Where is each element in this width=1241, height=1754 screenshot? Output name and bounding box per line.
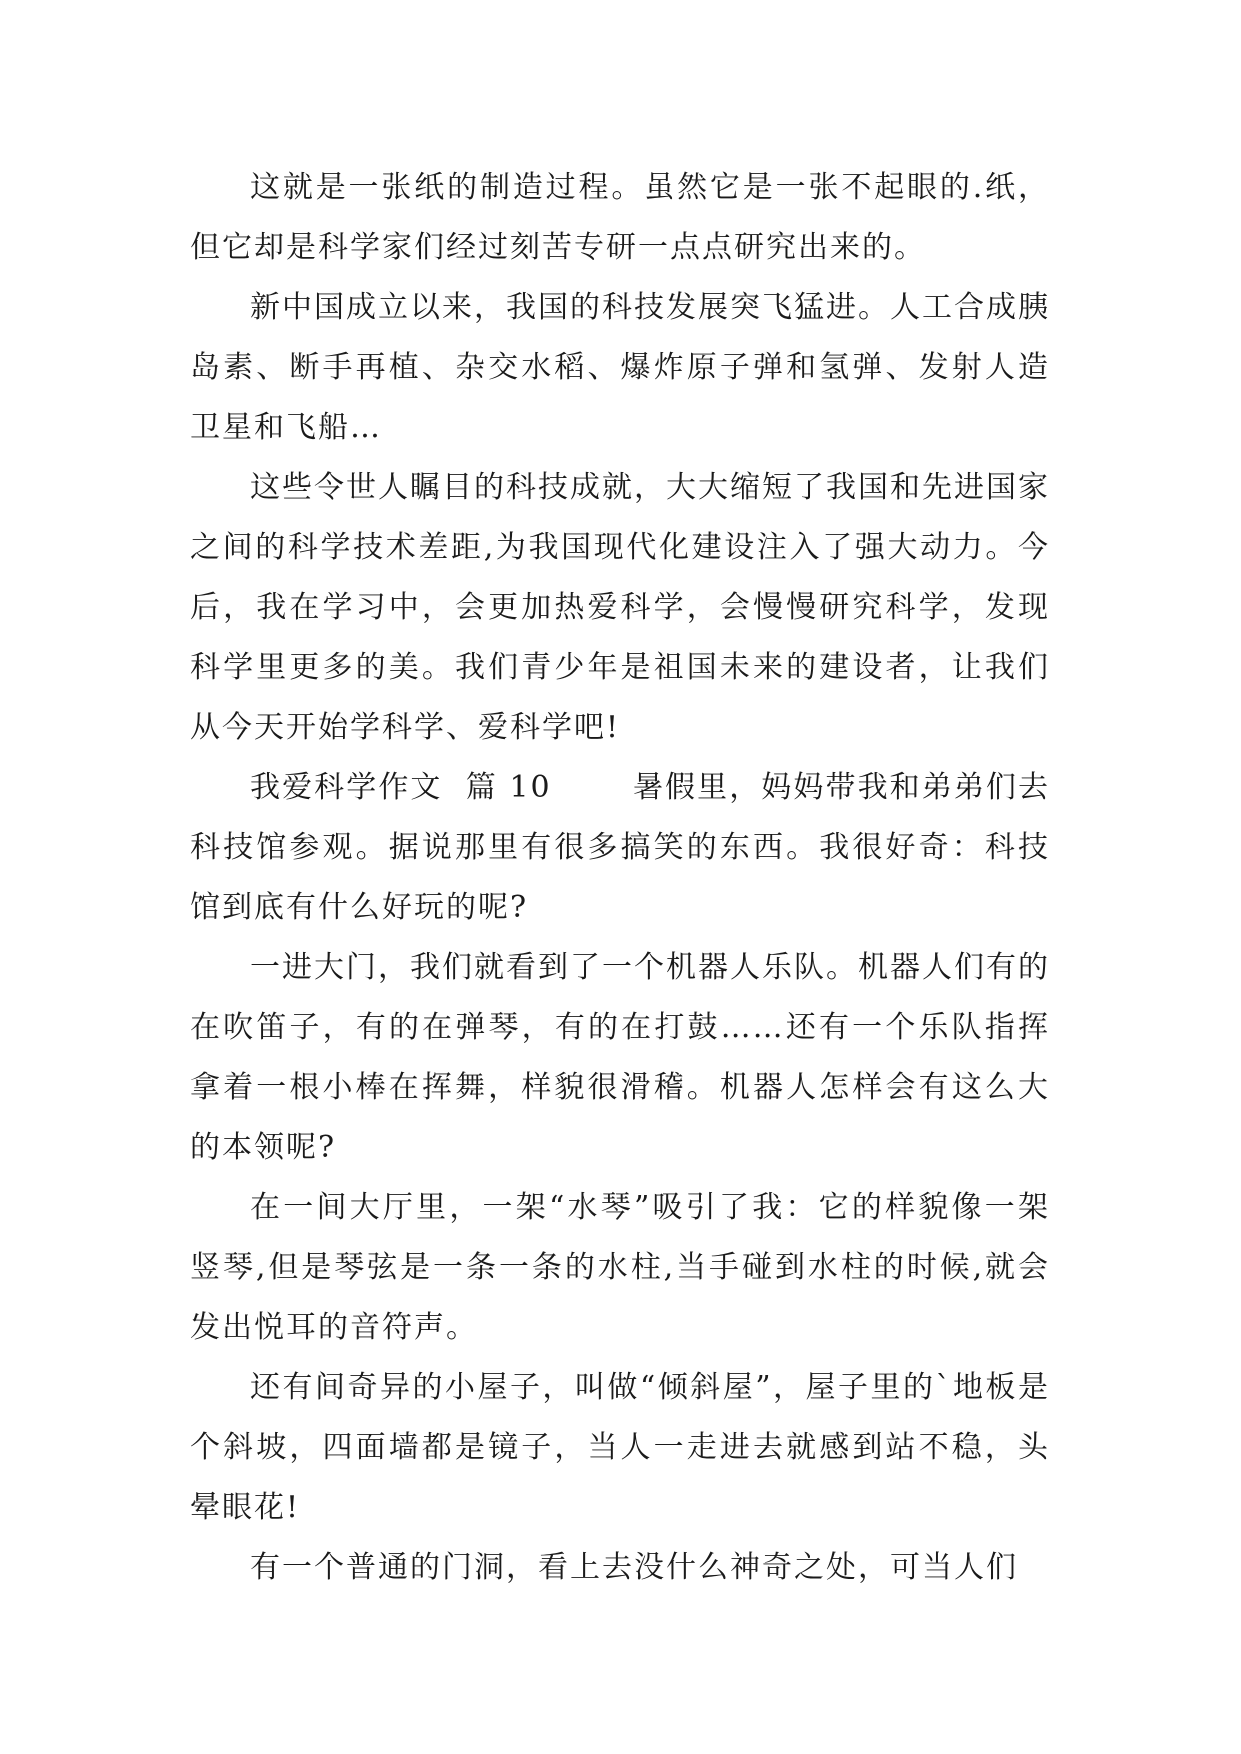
paragraph: 一进大门，我们就看到了一个机器人乐队。机器人们有的在吹笛子，有的在弹琴，有的在打鼓……还有一个乐队指挥拿着一根小棒在挥舞，样貌很滑稽。机器人怎样会有这么大的本领呢? <box>190 950 1050 1165</box>
paragraph: 在一间大厅里，一架“水琴”吸引了我：它的样貌像一架竖琴,但是琴弦是一条一条的水柱,当手碰到水柱的时候,就会发出悦耳的音符声。 <box>190 1190 1050 1345</box>
body-text <box>190 158 1050 1598</box>
paragraph: 这就是一张纸的制造过程。虽然它是一张不起眼的.纸，但它却是科学家们经过刻苦专研一点点研究出来的。 <box>190 170 1050 265</box>
paragraph: 新中国成立以来，我国的科技发展突飞猛进。人工合成胰岛素、断手再植、杂交水稻、爆炸原子弹和氢弹、发射人造卫星和飞船… <box>190 290 1050 445</box>
paragraph: 有一个普通的门洞，看上去没什么神奇之处，可当人们 <box>250 1550 1018 1585</box>
paragraph: 我爱科学作文 篇 10 暑假里，妈妈带我和弟弟们去科技馆参观。据说那里有很多搞笑的东西。我很好奇：科技馆到底有什么好玩的呢? <box>190 770 1050 925</box>
paragraph: 还有间奇异的小屋子，叫做“倾斜屋”，屋子里的`地板是个斜坡，四面墙都是镜子，当人一走进去就感到站不稳，头晕眼花! <box>190 1370 1050 1525</box>
paragraph: 这些令世人瞩目的科技成就，大大缩短了我国和先进国家之间的科学技术差距,为我国现代化建设注入了强大动力。今后，我在学习中，会更加热爱科学，会慢慢研究科学，发现科学里更多的美。我们青少年是祖国未来的建设者，让我们从今天开始学科学、爱科学吧! <box>190 470 1050 745</box>
